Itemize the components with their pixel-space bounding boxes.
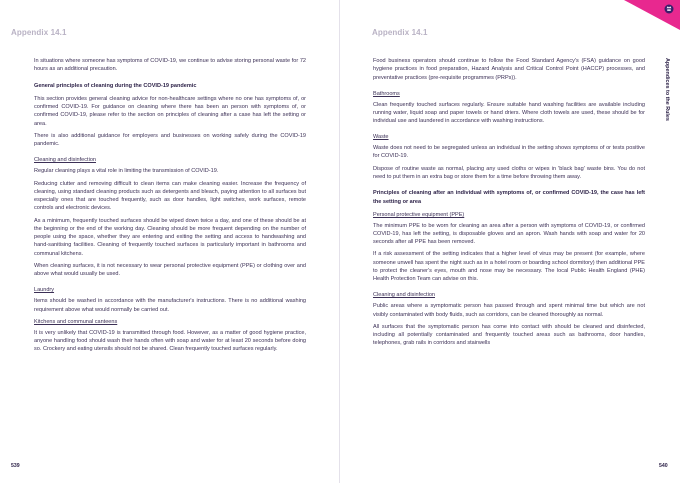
subheading: Kitchens and communal canteens	[34, 318, 118, 325]
paragraph: Food business operators should continue to follow the Food Standard Agency's (FSA) guidance on good hygiene practices in food preparation, Hazard Analysis and Critical Control Point (HACCP) processes, and preventative practices (pre-requisite programmes (PRPs)).	[373, 58, 645, 81]
paragraph: When cleaning surfaces, it is not necessary to wear personal protective equipment (PPE) or clothing over and above what would usually be used.	[34, 262, 306, 278]
corner-ribbon-logo	[622, 0, 680, 30]
paragraph: Reducing clutter and removing difficult to clean items can make cleaning easier. Increase the frequency of cleaning, using standard cleaning products such as detergents and bleach, paying attention to all surfaces but especially ones that are touched frequently, such as door handles, light switches, work surfaces, remote controls and electronic devices.	[34, 180, 306, 212]
left-page-content	[34, 57, 306, 358]
paragraph: There is also additional guidance for employers and businesses on working safely during the COVID-19 pandemic.	[34, 132, 306, 148]
right-page-content	[373, 57, 645, 352]
paragraph: Clean frequently touched surfaces regularly. Ensure suitable hand washing facilities are available including running water, liquid soap and paper towels or hand driers. Where cloth towels are used, these should be for individual use and laundered in accordance with washing instructions.	[373, 101, 645, 125]
subheading: Cleaning and disinfection	[373, 292, 435, 299]
paragraph: In situations where someone has symptoms of COVID-19, we continue to advise storing personal waste for 72 hours as an additional precaution.	[34, 58, 306, 73]
section-side-tab	[660, 58, 674, 178]
paragraph: Dispose of routine waste as normal, placing any used cloths or wipes in 'black bag' waste bins. You do not need to put them in an extra bag or store them for a time before throwing them away.	[373, 165, 645, 181]
subheading: Cleaning and disinfection	[34, 157, 96, 164]
paragraph: Waste does not need to be segregated unless an individual in the setting shows symptoms of or tests positive for COVID-19.	[373, 145, 645, 160]
right-page	[340, 0, 680, 483]
appendix-label-right: Appendix 14.1	[372, 28, 428, 37]
section-heading: General principles of cleaning during the COVID-19 pandemic	[34, 82, 197, 89]
paragraph: If a risk assessment of the setting indicates that a higher level of virus may be present (for example, where someone unwell has spent the night such as in a hotel room or boarding school dormitory) then additional PPE to protect the cleaner's eyes, mouth and nose may be necessary. The local Public Health England (PHE) Health Protection Team can advise on this.	[373, 251, 645, 283]
paragraph: Regular cleaning plays a vital role in limiting the transmission of COVID-19.	[34, 168, 219, 175]
subheading: Bathrooms	[373, 90, 400, 97]
page-number-left: 539	[11, 463, 20, 469]
paragraph: It is very unlikely that COVID-19 is transmitted through food. However, as a matter of good hygiene practice, anyone handling food should wash their hands often with soap and water for at least 20 seconds before doing so. Crockery and eating utensils should not be shared. Clean frequently touched surfaces regularly.	[34, 329, 306, 353]
subheading: Laundry	[34, 287, 55, 294]
subheading: Waste	[373, 134, 389, 141]
paragraph: All surfaces that the symptomatic person has come into contact with should be cleaned and disinfected, including all potentially contaminated and frequently touched areas such as bathrooms, door handles, telephones, grab rails in corridors and stairwells	[373, 323, 645, 347]
paragraph: Items should be washed in accordance with the manufacturer's instructions. There is no additional washing requirement above what would normally be carried out.	[34, 298, 306, 313]
paragraph: This section provides general cleaning advice for non-healthcare settings where no one has symptoms of, or confirmed COVID-19. For guidance on cleaning where there has been an person with symptoms of, or confirmed COVID-19, please refer to the section on principles of cleaning after a case has left the setting or area.	[34, 95, 306, 127]
paragraph: Public areas where a symptomatic person has passed through and spent minimal time but which are not visibly contaminated with body fluids, such as corridors, can be cleaned thoroughly as normal.	[373, 303, 645, 318]
subheading: Personal protective equipment (PPE)	[373, 211, 465, 218]
paragraph: As a minimum, frequently touched surfaces should be wiped down twice a day, and one of these should be at the beginning or the end of the working day. Cleaning should be more frequent depending on the number of people using the space, whether they are entering and exiting the setting and access to handwashing and hand-sanitising facilities. Cleaning of frequently touched surfaces is particularly important in bathrooms and communal kitchens.	[34, 217, 306, 257]
page-number-right: 540	[659, 463, 668, 469]
appendix-label-left: Appendix 14.1	[11, 28, 67, 37]
paragraph: The minimum PPE to be worn for cleaning an area after a person with symptoms of COVID-19, or confirmed COVID-19, has left the setting, is disposable gloves and an apron. Wash hands with soap and water for 20 seconds after all PPE has been removed.	[373, 222, 645, 246]
side-tab-label: Appendices to the Rules	[664, 58, 670, 121]
section-heading: Principles of cleaning after an individual with symptoms of, or confirmed COVID-19, the case has left the setting or area	[373, 190, 645, 205]
